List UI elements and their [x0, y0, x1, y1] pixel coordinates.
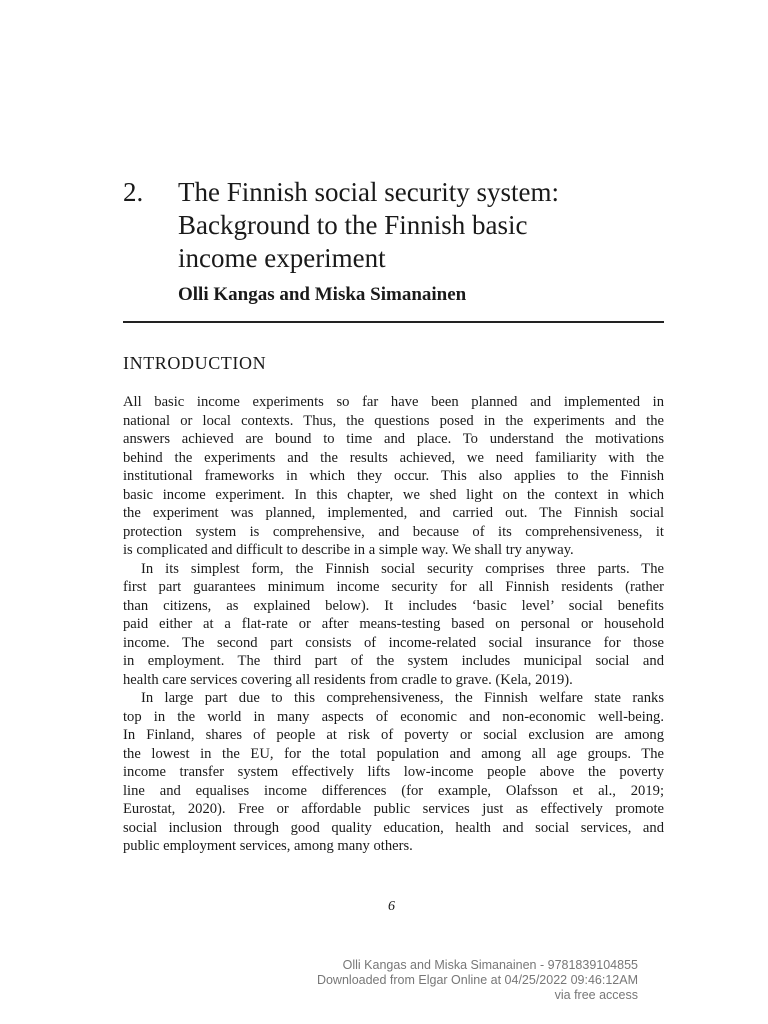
download-footer [317, 958, 638, 1003]
text-line: Eurostat, 2020). Free or affordable public services just as effectively promote [123, 801, 664, 817]
chapter-title-line: Background to the Finnish basic [178, 210, 528, 240]
footer-line: Olli Kangas and Miska Simanainen - 9781839104855 [342, 958, 638, 972]
text-line: public employment services, among many others. [123, 838, 413, 854]
paragraph-3 [123, 689, 664, 856]
text-line: in employment. The third part of the system includes municipal social and [123, 653, 664, 669]
text-line: top in the world in many aspects of economic and non-economic well-being. [123, 708, 664, 725]
body-text [123, 393, 664, 856]
text-line: protection system is comprehensive, and because of its comprehensiveness, it [123, 523, 664, 540]
footer-line: via free access [554, 988, 638, 1002]
text-line: the experiment was planned, implemented, and carried out. The Finnish social [123, 505, 664, 521]
text-line: health care services covering all residents from cradle to grave. (Kela, 2019). [123, 671, 573, 688]
chapter-number: 2. [123, 177, 144, 207]
text-line: answers achieved are bound to time and place. To understand the motivations [123, 431, 664, 447]
page-number: 6 [388, 899, 395, 914]
text-line: income. The second part consists of income-related social insurance for those [123, 634, 664, 651]
text-line: than citizens, as explained below). It includes ‘basic level’ social benefits [123, 597, 664, 614]
text-line: In large part due to this comprehensiveness, the Finnish welfare state ranks [141, 690, 664, 706]
paragraph-2 [123, 560, 664, 690]
text-line: In its simplest form, the Finnish social security comprises three parts. The [141, 560, 664, 577]
text-line: paid either at a flat-rate or after means-testing based on personal or household [123, 616, 664, 632]
text-line: All basic income experiments so far have been planned and implemented in [123, 394, 664, 410]
text-line: national or local contexts. Thus, the questions posed in the experiments and the [123, 412, 664, 429]
text-line: is complicated and difficult to describe in a simple way. We shall try anyway. [123, 542, 574, 558]
chapter-title [178, 176, 678, 275]
footer-line: Downloaded from Elgar Online at 04/25/2022 09:46:12AM [316, 973, 638, 987]
text-line: income transfer system effectively lifts low-income people above the poverty [123, 764, 664, 780]
text-line: behind the experiments and the results achieved, we need familiarity with the [123, 449, 664, 466]
chapter-authors: Olli Kangas and Miska Simanainen [178, 284, 467, 305]
title-divider [123, 321, 664, 323]
text-line: social inclusion through good quality education, health and social services, and [123, 819, 664, 836]
paragraph-1 [123, 393, 664, 560]
text-line: line and equalises income differences (for example, Olafsson et al., 2019; [123, 782, 664, 799]
text-line: first part guarantees minimum income security for all Finnish residents (rather [123, 579, 664, 595]
section-heading: INTRODUCTION [123, 353, 267, 373]
chapter-title-line: The Finnish social security system: [178, 177, 559, 207]
chapter-title-line: income experiment [178, 243, 386, 273]
text-line: institutional frameworks in which they occur. This also applies to the Finnish [123, 468, 664, 484]
text-line: In Finland, shares of people at risk of poverty or social exclusion are among [123, 727, 664, 743]
text-line: basic income experiment. In this chapter, we shed light on the context in which [123, 486, 664, 503]
text-line: the lowest in the EU, for the total population and among all age groups. The [123, 745, 664, 762]
